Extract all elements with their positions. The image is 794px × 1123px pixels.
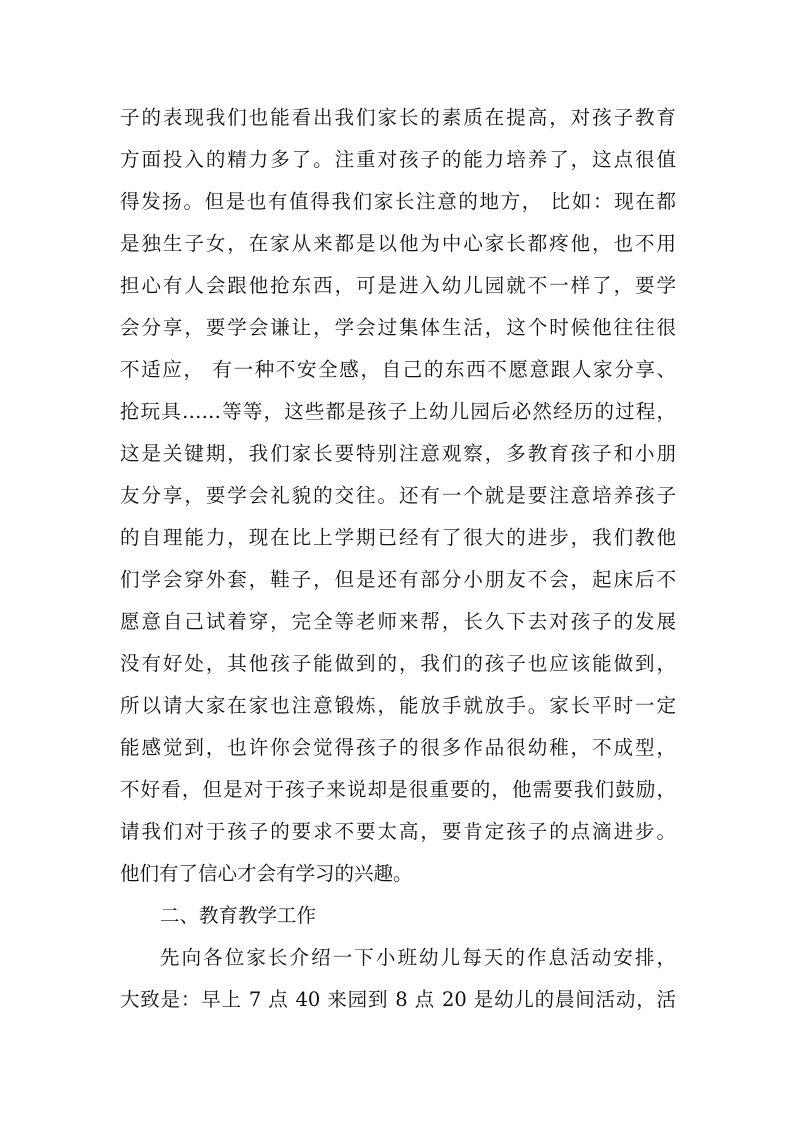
text-line: 是独生子女，在家从来都是以他为中心家长都疼他，也不用	[120, 232, 676, 255]
document-body	[120, 97, 676, 1021]
text-line: 不适应， 有一种不安全感，自己的东西不愿意跟人家分享、	[120, 358, 676, 381]
text-line: 不好看，但是对于孩子来说却是很重要的，他需要我们鼓励，	[120, 778, 676, 801]
text-line: 得发扬。但是也有值得我们家长注意的地方， 比如：现在都	[120, 190, 676, 213]
text-line: 大致是：早上 7 点 40 来园到 8 点 20 是幼儿的晨间活动，活	[120, 988, 676, 1011]
text-line: 担心有人会跟他抢东西，可是进入幼儿园就不一样了，要学	[120, 274, 676, 297]
text-line: 子的表现我们也能看出我们家长的素质在提高，对孩子教育	[120, 106, 676, 129]
text-line: 的自理能力，现在比上学期已经有了很大的进步，我们教他	[120, 526, 676, 549]
section-heading: 二、教育教学工作	[160, 904, 317, 927]
text-line: 能感觉到，也许你会觉得孩子的很多作品很幼稚，不成型，	[120, 736, 676, 759]
text-line: 所以请大家在家也注意锻炼，能放手就放手。家长平时一定	[120, 694, 676, 717]
text-line: 会分享，要学会谦让，学会过集体生活，这个时候他往往很	[120, 316, 676, 339]
paragraph-first-line: 先向各位家长介绍一下小班幼儿每天的作息活动安排，	[160, 946, 676, 969]
text-line: 这是关键期，我们家长要特别注意观察，多教育孩子和小朋	[120, 442, 676, 465]
text-line: 愿意自己试着穿，完全等老师来帮，长久下去对孩子的发展	[120, 610, 676, 633]
text-line: 方面投入的精力多了。注重对孩子的能力培养了，这点很值	[120, 148, 676, 171]
text-line: 没有好处，其他孩子能做到的，我们的孩子也应该能做到，	[120, 652, 676, 675]
text-line: 们学会穿外套，鞋子，但是还有部分小朋友不会，起床后不	[120, 568, 676, 591]
text-line: 抢玩具……等等，这些都是孩子上幼儿园后必然经历的过程，	[120, 400, 676, 423]
text-line: 请我们对于孩子的要求不要太高，要肯定孩子的点滴进步。	[120, 820, 676, 843]
paragraph-last-line: 他们有了信心才会有学习的兴趣。	[120, 862, 413, 885]
text-line: 友分享，要学会礼貌的交往。还有一个就是要注意培养孩子	[120, 484, 676, 507]
